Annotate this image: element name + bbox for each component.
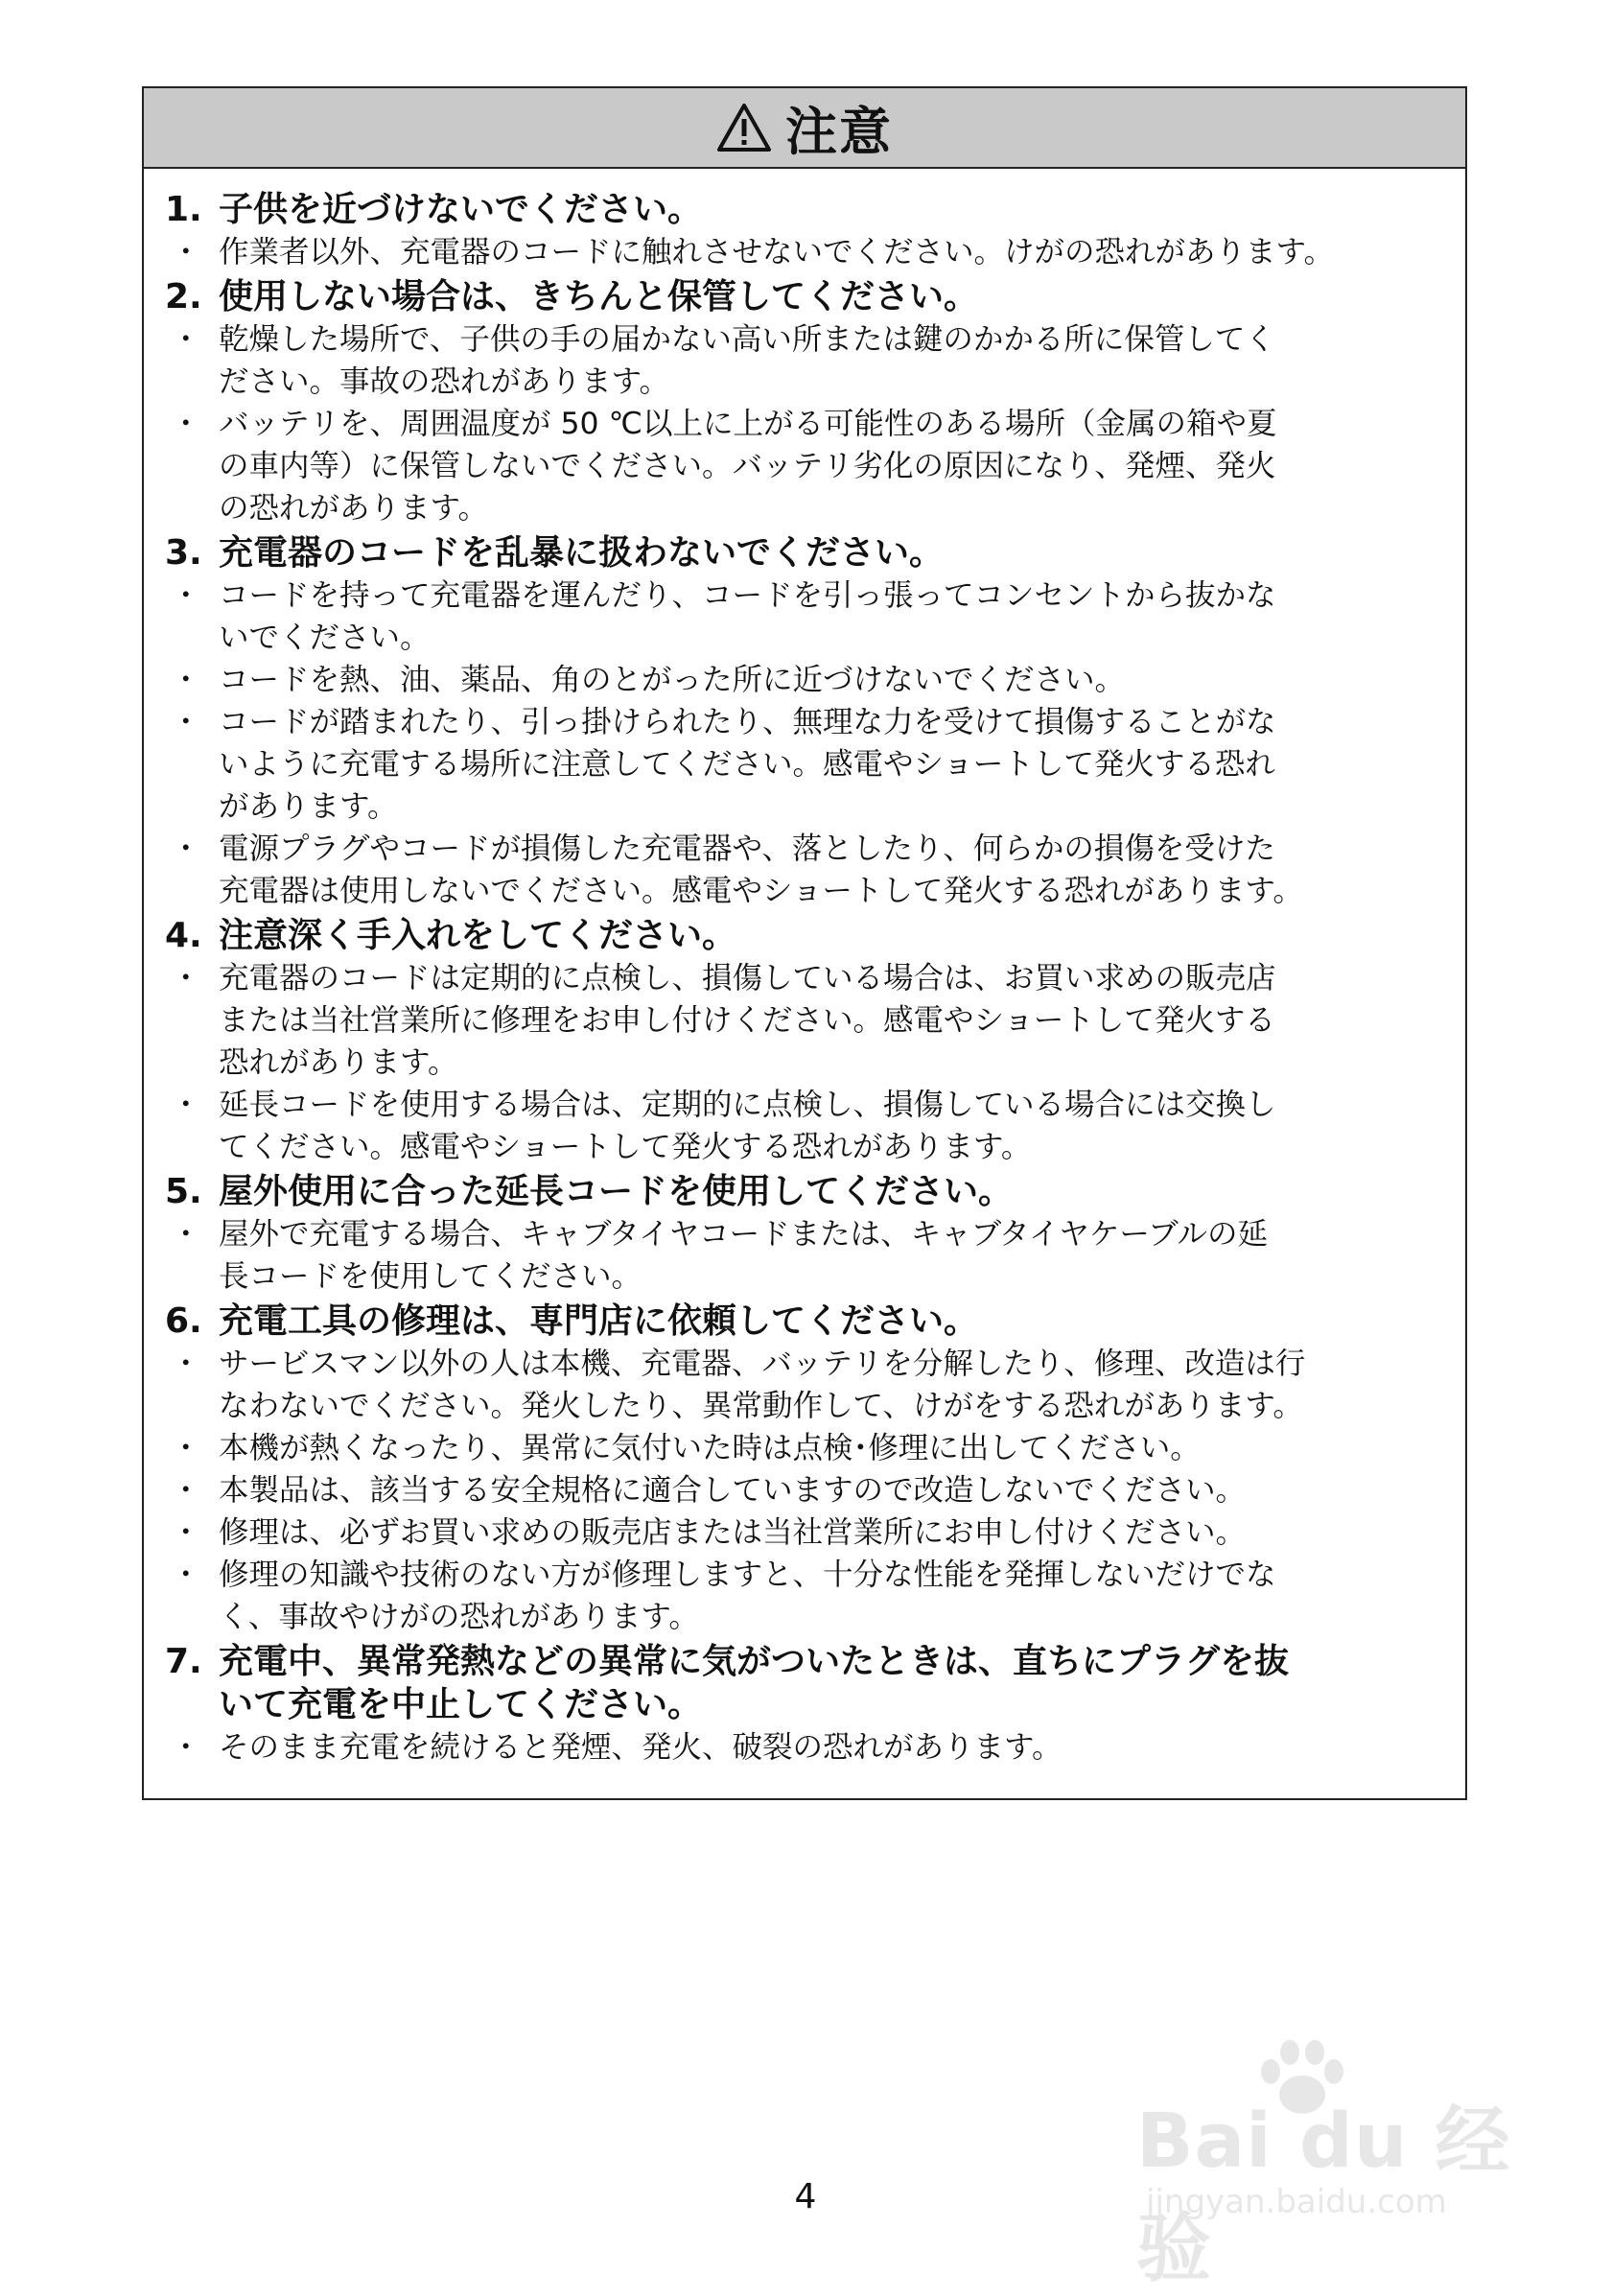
section-heading xyxy=(165,531,1440,574)
bullet-mark: ・ xyxy=(171,663,201,697)
warning-icon xyxy=(716,103,772,152)
bullet-mark: ・ xyxy=(171,705,201,739)
bullet-line: ださい。事故の恐れがあります。 xyxy=(219,364,669,399)
heading-line: 屋外使用に合った延長コードを使用してください。 xyxy=(219,1172,1014,1211)
bullet-text xyxy=(219,1343,1305,1427)
bullet-text xyxy=(219,957,1276,1084)
bullet-text xyxy=(219,1213,1268,1298)
bullet-text xyxy=(219,574,1276,659)
section-number: 2. xyxy=(165,277,202,316)
bullet-line: コードを持って充電器を運んだり、コードを引っ張ってコンセントから抜かな xyxy=(219,578,1276,613)
caution-header xyxy=(144,88,1465,169)
bullet-line: 乾燥した場所で、子供の手の届かない高い所または鍵のかかる所に保管してく xyxy=(219,322,1275,357)
heading-line: 注意深く手入れをしてください。 xyxy=(219,916,737,955)
section-heading xyxy=(165,1640,1440,1726)
bullet-text xyxy=(219,828,1303,912)
bullet-item xyxy=(165,1726,1440,1769)
section-5 xyxy=(165,1170,1440,1298)
bullet-item xyxy=(165,1511,1440,1554)
bullet-item xyxy=(165,1427,1440,1469)
section-number: 3. xyxy=(165,533,202,573)
section-heading xyxy=(165,188,1440,231)
bullet-text xyxy=(219,1511,1246,1554)
bullet-line: 修理の知識や技術のない方が修理しますと、十分な性能を発揮しないだけでな xyxy=(219,1558,1276,1592)
bullet-line: 屋外で充電する場合、キャブタイヤコードまたは、キャブタイヤケーブルの延 xyxy=(219,1217,1268,1252)
section-number: 5. xyxy=(165,1172,202,1211)
bullet-line: てください。感電やショートして発火する恐れがあります。 xyxy=(219,1130,1032,1164)
bullet-line: 作業者以外、充電器のコードに触れさせないでください。けがの恐れがあります。 xyxy=(219,235,1334,269)
bullet-mark: ・ xyxy=(171,832,201,866)
bullet-line: バッテリを、周囲温度が 50 ℃以上に上がる可能性のある場所（金属の箱や夏 xyxy=(219,407,1277,441)
section-number: 4. xyxy=(165,916,202,955)
bullet-line: の恐れがあります。 xyxy=(219,491,488,526)
page-number: 4 xyxy=(794,2177,817,2216)
bullet-text xyxy=(219,659,1125,701)
bullet-item xyxy=(165,1554,1440,1638)
caution-title: 注意 xyxy=(785,101,893,162)
bullet-mark: ・ xyxy=(171,235,201,269)
bullet-item xyxy=(165,701,1440,828)
bullet-text xyxy=(219,701,1276,828)
bullet-item xyxy=(165,1084,1440,1168)
bullet-text xyxy=(219,318,1275,403)
bullet-line: コードを熱、油、薬品、角のとがった所に近づけないでください。 xyxy=(219,663,1126,697)
bullet-mark: ・ xyxy=(171,1217,201,1252)
section-heading-text xyxy=(219,275,978,318)
section-number: 7. xyxy=(165,1642,202,1681)
bullet-item xyxy=(165,1213,1440,1298)
heading-line: 子供を近づけないでください。 xyxy=(219,190,703,229)
caution-content xyxy=(144,169,1465,1769)
bullet-line: 長コードを使用してください。 xyxy=(219,1259,642,1294)
bullet-line: または当社営業所に修理をお申し付けください。感電やショートして発火する xyxy=(219,1003,1275,1038)
heading-line: 使用しない場合は、きちんと保管してください。 xyxy=(219,277,979,316)
bullet-item xyxy=(165,828,1440,912)
bullet-mark: ・ xyxy=(171,1431,201,1465)
heading-line: 充電器のコードを乱暴に扱わないでください。 xyxy=(219,533,945,573)
section-6 xyxy=(165,1300,1440,1638)
bullet-item xyxy=(165,659,1440,701)
section-number: 6. xyxy=(165,1301,202,1341)
bullet-item xyxy=(165,1343,1440,1427)
bullet-line: コードが踏まれたり、引っ掛けられたり、無理な力を受けて損傷することがな xyxy=(219,705,1276,739)
bullet-item xyxy=(165,574,1440,659)
bullet-line: 充電器のコードは定期的に点検し、損傷している場合は、お買い求めの販売店 xyxy=(219,961,1276,996)
bullet-line: 本機が熱くなったり、異常に気付いた時は点検･修理に出してください。 xyxy=(219,1431,1201,1465)
bullet-text xyxy=(219,1084,1276,1168)
baidu-watermark xyxy=(1136,2043,1520,2292)
bullet-item xyxy=(165,957,1440,1084)
bullet-line: サービスマン以外の人は本機、充電器、バッテリを分解したり、修理、改造は行 xyxy=(219,1347,1306,1381)
section-heading-text xyxy=(219,531,944,574)
bullet-item xyxy=(165,231,1440,273)
bullet-text xyxy=(219,1554,1276,1638)
bullet-line: 修理は、必ずお買い求めの販売店または当社営業所にお申し付けください。 xyxy=(219,1515,1247,1550)
section-heading-text xyxy=(219,188,702,231)
bullet-mark: ・ xyxy=(171,578,201,613)
section-3 xyxy=(165,531,1440,912)
section-heading xyxy=(165,914,1440,957)
bullet-mark: ・ xyxy=(171,407,201,441)
bullet-line: く、事故やけがの恐れがあります。 xyxy=(219,1600,699,1634)
bullet-line: いように充電する場所に注意してください。感電やショートして発火する恐れ xyxy=(219,747,1275,782)
heading-line: いて充電を中止してください。 xyxy=(219,1685,703,1724)
watermark-logo: Bai du 经验 xyxy=(1136,2098,1511,2292)
bullet-mark: ・ xyxy=(171,1515,201,1550)
bullet-text xyxy=(219,1469,1246,1511)
bullet-text xyxy=(219,1726,1062,1769)
bullet-mark: ・ xyxy=(171,322,201,357)
bullet-mark: ・ xyxy=(171,1347,201,1381)
bullet-mark: ・ xyxy=(171,1473,201,1508)
bullet-line: そのまま充電を続けると発煙、発火、破裂の恐れがあります。 xyxy=(219,1730,1062,1765)
bullet-text xyxy=(219,231,1334,273)
heading-line: 充電中、異常発熱などの異常に気がついたときは、直ちにプラグを抜 xyxy=(219,1642,1290,1681)
bullet-mark: ・ xyxy=(171,1558,201,1592)
watermark-url: jingyan.baidu.com xyxy=(1146,2183,1447,2221)
section-7 xyxy=(165,1640,1440,1769)
section-1 xyxy=(165,188,1440,273)
section-heading-text xyxy=(219,1170,1013,1213)
bullet-line: 充電器は使用しないでください。感電やショートして発火する恐れがあります。 xyxy=(219,874,1303,908)
section-heading xyxy=(165,1300,1440,1343)
bullet-line: 本製品は、該当する安全規格に適合していますので改造しないでください。 xyxy=(219,1473,1247,1508)
bullet-line: 延長コードを使用する場合は、定期的に点検し、損傷している場合には交換し xyxy=(219,1088,1276,1122)
bullet-line: いでください。 xyxy=(219,621,431,655)
bullet-mark: ・ xyxy=(171,1088,201,1122)
bullet-item xyxy=(165,403,1440,529)
bullet-text xyxy=(219,1427,1201,1469)
section-heading xyxy=(165,275,1440,318)
bullet-item xyxy=(165,318,1440,403)
bullet-line: の車内等）に保管しないでください。バッテリ劣化の原因になり、発煙、発火 xyxy=(219,449,1276,483)
caution-box xyxy=(142,86,1467,1800)
section-heading xyxy=(165,1170,1440,1213)
bullet-line: 電源プラグやコードが損傷した充電器や、落としたり、何らかの損傷を受けた xyxy=(219,832,1275,866)
section-heading-text xyxy=(219,1640,1289,1726)
bullet-mark: ・ xyxy=(171,961,201,996)
section-4 xyxy=(165,914,1440,1168)
bullet-text xyxy=(219,403,1277,529)
bullet-line: 恐れがあります。 xyxy=(219,1045,458,1080)
section-number: 1. xyxy=(165,190,202,229)
section-2 xyxy=(165,275,1440,529)
bullet-line: があります。 xyxy=(219,789,398,824)
section-heading-text xyxy=(219,1300,978,1343)
bullet-line: なわないでください。発火したり、異常動作して、けがをする恐れがあります。 xyxy=(219,1389,1303,1423)
bullet-mark: ・ xyxy=(171,1730,201,1765)
heading-line: 充電工具の修理は、専門店に依頼してください。 xyxy=(219,1301,979,1341)
section-heading-text xyxy=(219,914,736,957)
bullet-item xyxy=(165,1469,1440,1511)
